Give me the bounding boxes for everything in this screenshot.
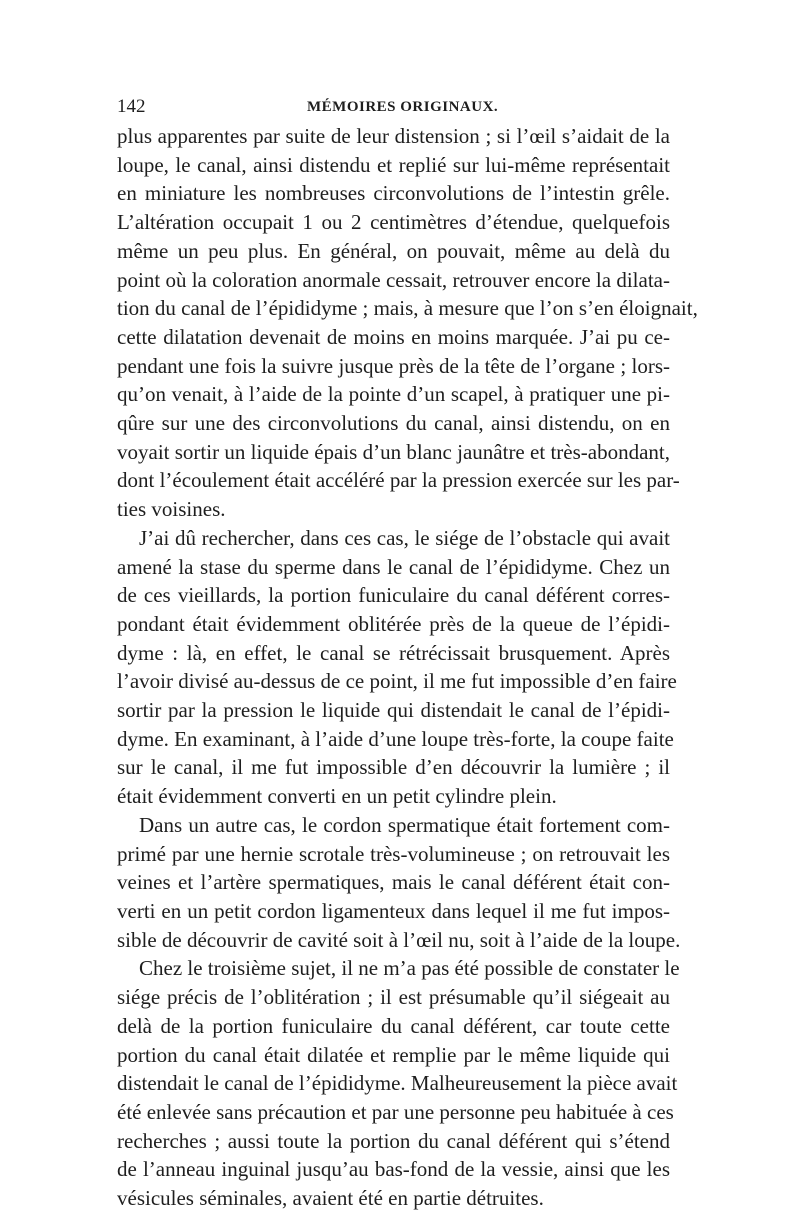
text-line: distendait le canal de l’épididyme. Malheureusement la pièce avait [117, 1071, 678, 1096]
text-line: qûre sur une des circonvolutions du canal, ainsi distendu, on en [117, 411, 670, 436]
text-line: delà de la portion funiculaire du canal déférent, car toute cette [117, 1013, 670, 1038]
body-text [117, 122, 698, 1213]
text-line: de ces vieillards, la portion funiculaire du canal déférent corres- [117, 583, 670, 608]
text-line: cette dilatation devenait de moins en moins marquée. J’ai pu ce- [117, 324, 670, 349]
text-line: Dans un autre cas, le cordon spermatique était fortement com- [139, 812, 670, 837]
text-line: amené la stase du sperme dans le canal de l’épididyme. Chez un [117, 554, 670, 579]
text-line: en miniature les nombreuses circonvolutions de l’intestin grêle. [117, 181, 670, 206]
page-header [117, 96, 670, 122]
text-line: siége précis de l’oblitération ; il est présumable qu’il siégeait au [117, 985, 670, 1010]
text-line: était évidemment converti en un petit cylindre plein. [117, 784, 557, 809]
text-line: tion du canal de l’épididyme ; mais, à mesure que l’on s’en éloignait, [117, 296, 698, 321]
text-line: verti en un petit cordon ligamenteux dans lequel il me fut impos- [117, 898, 670, 923]
paragraph [117, 811, 681, 955]
text-line: qu’on venait, à l’aide de la pointe d’un scapel, à pratiquer une pi- [117, 382, 670, 407]
text-line: primé par une hernie scrotale très-volumineuse ; on retrouvait les [117, 841, 670, 866]
text-line: sur le canal, il me fut impossible d’en découvrir la lumière ; il [117, 755, 670, 780]
text-line: sortir par la pression le liquide qui distendait le canal de l’épidi- [117, 698, 670, 723]
text-line: recherches ; aussi toute la portion du canal déférent qui s’étend [117, 1128, 670, 1153]
text-line: ties voisines. [117, 497, 226, 522]
book-page [117, 96, 698, 1213]
text-line: sible de découvrir de cavité soit à l’œil nu, soit à l’aide de la loupe. [117, 927, 681, 952]
running-head: MÉMOIRES ORIGINAUX. [307, 99, 499, 115]
text-line: pendant une fois la suivre jusque près de la tête de l’organe ; lors- [117, 353, 670, 378]
text-line: veines et l’artère spermatiques, mais le canal déférent était con- [117, 870, 670, 895]
text-line: Chez le troisième sujet, il ne m’a pas été possible de constater le [139, 956, 680, 981]
text-line: dyme : là, en effet, le canal se rétrécissait brusquement. Après [117, 640, 670, 665]
text-line: point où la coloration anormale cessait, retrouver encore la dilata- [117, 267, 670, 292]
text-line: même un peu plus. En général, on pouvait, même au delà du [117, 238, 670, 263]
text-line: dont l’écoulement était accéléré par la pression exercée sur les par- [117, 468, 680, 493]
paragraph [117, 524, 677, 811]
text-line: J’ai dû rechercher, dans ces cas, le siége de l’obstacle qui avait [139, 525, 670, 550]
text-line: loupe, le canal, ainsi distendu et replié sur lui-même représentait [117, 152, 670, 177]
text-line: L’altération occupait 1 ou 2 centimètres d’étendue, quelquefois [117, 210, 670, 235]
text-line: portion du canal était dilatée et remplie par le même liquide qui [117, 1042, 670, 1067]
text-line: de l’anneau inguinal jusqu’au bas-fond de la vessie, ainsi que les [117, 1157, 670, 1182]
text-line: été enlevée sans précaution et par une personne peu habituée à ces [117, 1099, 674, 1124]
text-line: dyme. En examinant, à l’aide d’une loupe très-forte, la coupe faite [117, 726, 674, 751]
paragraph [117, 122, 698, 524]
text-line: voyait sortir un liquide épais d’un blanc jaunâtre et très-abondant, [117, 439, 670, 464]
text-line: l’avoir divisé au-dessus de ce point, il me fut impossible d’en faire [117, 669, 677, 694]
text-line: pondant était évidemment oblitérée près de la queue de l’épidi- [117, 611, 670, 636]
text-line: plus apparentes par suite de leur distension ; si l’œil s’aidait de la [117, 124, 670, 148]
paragraph [117, 954, 680, 1212]
text-line: vésicules séminales, avaient été en partie détruites. [117, 1186, 544, 1211]
page-number: 142 [117, 96, 146, 117]
